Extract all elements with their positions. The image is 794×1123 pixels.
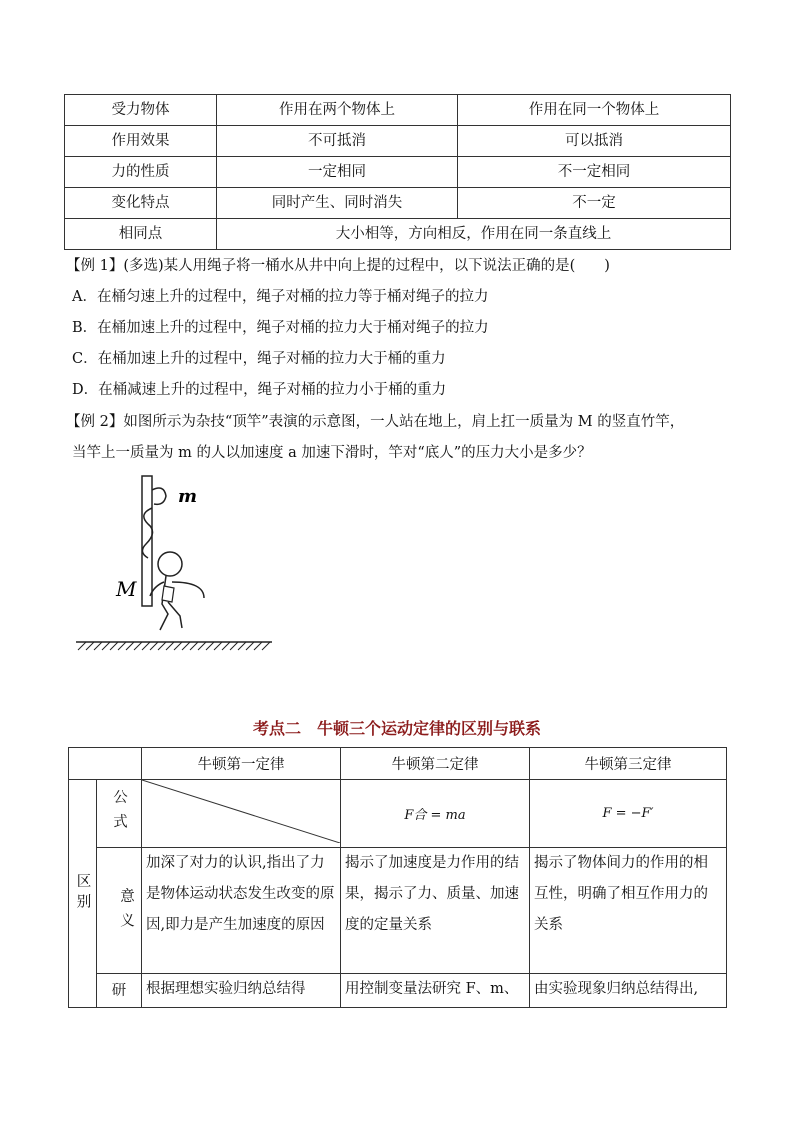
research-label: 研 — [97, 974, 142, 1008]
research-row — [69, 974, 727, 1008]
table-cell: 不一定 — [458, 188, 731, 219]
table-row — [65, 157, 731, 188]
bottom-person-arms — [150, 582, 204, 598]
research-second-law: 用控制变量法研究 F、m、 — [341, 974, 530, 1008]
formula-empty-cell — [142, 780, 341, 848]
section-title: 考点二 牛顿三个运动定律的区别与联系 — [252, 719, 541, 738]
table-cell: 大小相等，方向相反，作用在同一条直线上 — [217, 219, 731, 250]
table-cell: 作用在两个物体上 — [217, 95, 458, 126]
upper-person-shape — [152, 488, 166, 504]
table-header-row — [69, 748, 727, 780]
newton-laws-table — [68, 747, 727, 1008]
table-row — [65, 219, 731, 250]
table-row — [65, 188, 731, 219]
header-second-law: 牛顿第二定律 — [341, 748, 530, 780]
formula-second-law: F合 = ma — [341, 780, 530, 848]
table-cell: 可以抵消 — [458, 126, 731, 157]
empty-corner-cell — [69, 748, 142, 780]
table-cell: 不一定相同 — [458, 157, 731, 188]
pole-balancing-figure — [72, 468, 282, 658]
bamboo-pole — [142, 476, 152, 606]
ground-hatching — [78, 642, 270, 650]
example1-option-b: B．在桶加速上升的过程中，绳子对桶的拉力大于桶对绳子的拉力 — [72, 320, 489, 336]
table-cell: 作用在同一个物体上 — [458, 95, 731, 126]
group-label-difference: 区别 — [69, 780, 97, 1008]
table-cell: 作用效果 — [65, 126, 217, 157]
table-row — [65, 95, 731, 126]
table-cell: 同时产生、同时消失 — [217, 188, 458, 219]
example1-stem: 【例 1】(多选)某人用绳子将一桶水从井中向上提的过程中，以下说法正确的是( ) — [66, 258, 610, 274]
table-cell: 变化特点 — [65, 188, 217, 219]
meaning-first-law: 加深了对力的认识,指出了力是物体运动状态发生改变的原因,即力是产生加速度的原因 — [142, 848, 341, 974]
formula-third-law: F = −F′ — [530, 780, 727, 848]
research-third-law: 由实验现象归纳总结得出, — [530, 974, 727, 1008]
diagonal-line — [142, 780, 340, 843]
label-m: m — [178, 486, 198, 507]
table-cell: 力的性质 — [65, 157, 217, 188]
label-M: M — [116, 577, 137, 601]
bottom-person-head — [158, 552, 182, 576]
example1-option-c: C．在桶加速上升的过程中，绳子对桶的拉力大于桶的重力 — [72, 351, 446, 367]
header-first-law: 牛顿第一定律 — [142, 748, 341, 780]
table-row — [65, 126, 731, 157]
example2-line2: 当竿上一质量为 m 的人以加速度 a 加速下滑时，竿对“底人”的压力大小是多少？ — [72, 445, 592, 461]
table-cell: 不可抵消 — [217, 126, 458, 157]
bottom-person-body — [160, 576, 182, 630]
comparison-table — [64, 94, 731, 250]
formula-row — [69, 780, 727, 848]
table-cell: 受力物体 — [65, 95, 217, 126]
bottom-person-torso — [162, 586, 174, 602]
table-cell: 相同点 — [65, 219, 217, 250]
meaning-row — [69, 848, 727, 974]
example1-option-d: D．在桶减速上升的过程中，绳子对桶的拉力小于桶的重力 — [72, 382, 447, 398]
table-cell: 一定相同 — [217, 157, 458, 188]
example1-option-a: A．在桶匀速上升的过程中，绳子对桶的拉力等于桶对绳子的拉力 — [72, 289, 489, 305]
research-first-law: 根据理想实验归纳总结得 — [142, 974, 341, 1008]
meaning-label: 意义 — [97, 848, 142, 974]
header-third-law: 牛顿第三定律 — [530, 748, 727, 780]
example2-line1: 【例 2】如图所示为杂技“顶竿”表演的示意图，一人站在地上，肩上扛一质量为 M 的竖直竹竿， — [66, 414, 685, 430]
meaning-third-law: 揭示了物体间力的作用的相互性，明确了相互作用力的关系 — [530, 848, 727, 974]
formula-label: 公式 — [97, 780, 142, 848]
meaning-second-law: 揭示了加速度是力作用的结果，揭示了力、质量、加速度的定量关系 — [341, 848, 530, 974]
